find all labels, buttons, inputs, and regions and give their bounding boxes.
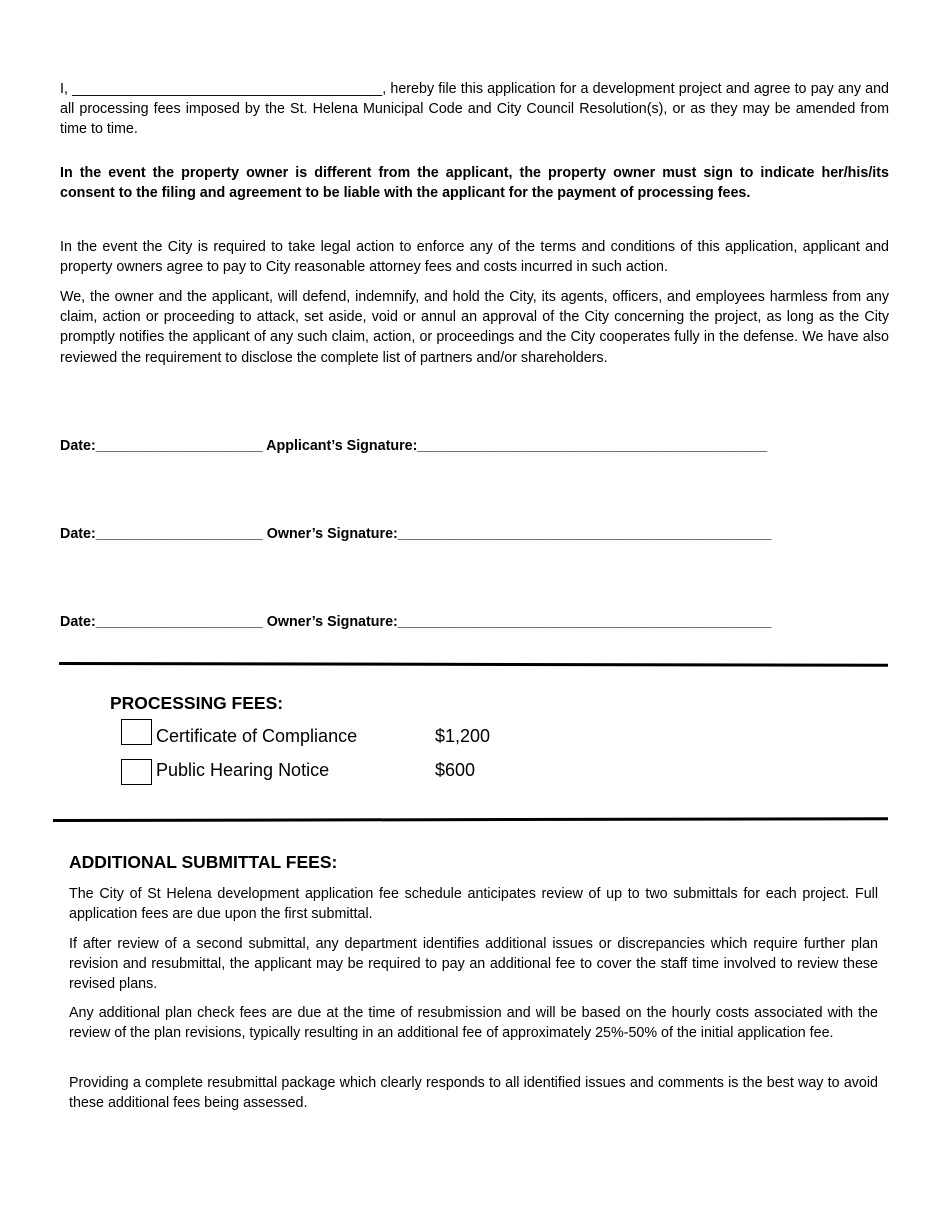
owner-consent-notice: In the event the property owner is different from the applicant, the property owner must sign to indicate her/his/its consent to the filing and agreement to be liable with the applicant for the payment of processing fees. [60, 165, 889, 202]
additional-fees-paragraph: Providing a complete resubmittal package which clearly responds to all identified issues and comments is the best way to avoid these additional fees being assessed. [69, 1075, 878, 1112]
owner-signature-line-2[interactable]: Date:_____________________ Owner’s Signature:_______________________________________________ [60, 614, 772, 630]
intro-suffix: , hereby file this application for a development project and agree to pay any and all processing fees imposed by the St. Helena Municipal Code and City Council Resolution(s), or as they may be amended from time to time. [60, 81, 889, 138]
intro-paragraph [60, 79, 889, 140]
public-hearing-notice-amount: $600 [435, 760, 476, 780]
additional-fees-paragraph: If after review of a second submittal, any department identifies additional issues or discrepancies which require further plan revision and resubmittal, the applicant may be required to pay an additional fee to cover the staff time involved to review these revised plans. [69, 936, 878, 993]
additional-submittal-fees-heading: ADDITIONAL SUBMITTAL FEES: [69, 852, 338, 872]
applicant-signature-line[interactable]: Date:_____________________ Applicant’s Signature:____________________________________________ [60, 438, 768, 454]
additional-fees-paragraph: The City of St Helena development application fee schedule anticipates review of up to two submittals for each project. Full application fees are due upon the first submittal. [69, 886, 878, 923]
certificate-of-compliance-checkbox[interactable] [121, 719, 152, 745]
legal-action-paragraph: In the event the City is required to take legal action to enforce any of the terms and conditions of this application, applicant and property owners agree to pay to City reasonable attorney fees and costs incurred in such action. [60, 239, 889, 276]
indemnification-paragraph: We, the owner and the applicant, will defend, indemnify, and hold the City, its agents, officers, and employees harmless from any claim, action or proceeding to attack, set aside, void or annul an approval of the City concerning the project, as long as the City promptly notifies the applicant of any such claim, action, or proceedings and the City cooperates fully in the defense. We have also reviewed the requirement to disclose the complete list of partners and/or shareholders. [60, 289, 889, 366]
public-hearing-notice-checkbox[interactable] [121, 759, 152, 785]
section-divider [59, 662, 888, 667]
intro-prefix: I, [60, 81, 68, 97]
applicant-name-blank[interactable]: _______________________________________ [72, 81, 383, 97]
owner-signature-line-1[interactable]: Date:_____________________ Owner’s Signature:_______________________________________________ [60, 526, 772, 542]
public-hearing-notice-label: Public Hearing Notice [156, 760, 330, 780]
processing-fees-heading: PROCESSING FEES: [110, 693, 284, 713]
additional-fees-paragraph: Any additional plan check fees are due at the time of resubmission and will be based on the hourly costs associated with the review of the plan revisions, typically resulting in an additional fee of approximately 25%-50% of the initial application fee. [69, 1005, 878, 1042]
certificate-of-compliance-amount: $1,200 [435, 726, 491, 746]
certificate-of-compliance-label: Certificate of Compliance [156, 726, 358, 746]
section-divider [53, 817, 888, 822]
